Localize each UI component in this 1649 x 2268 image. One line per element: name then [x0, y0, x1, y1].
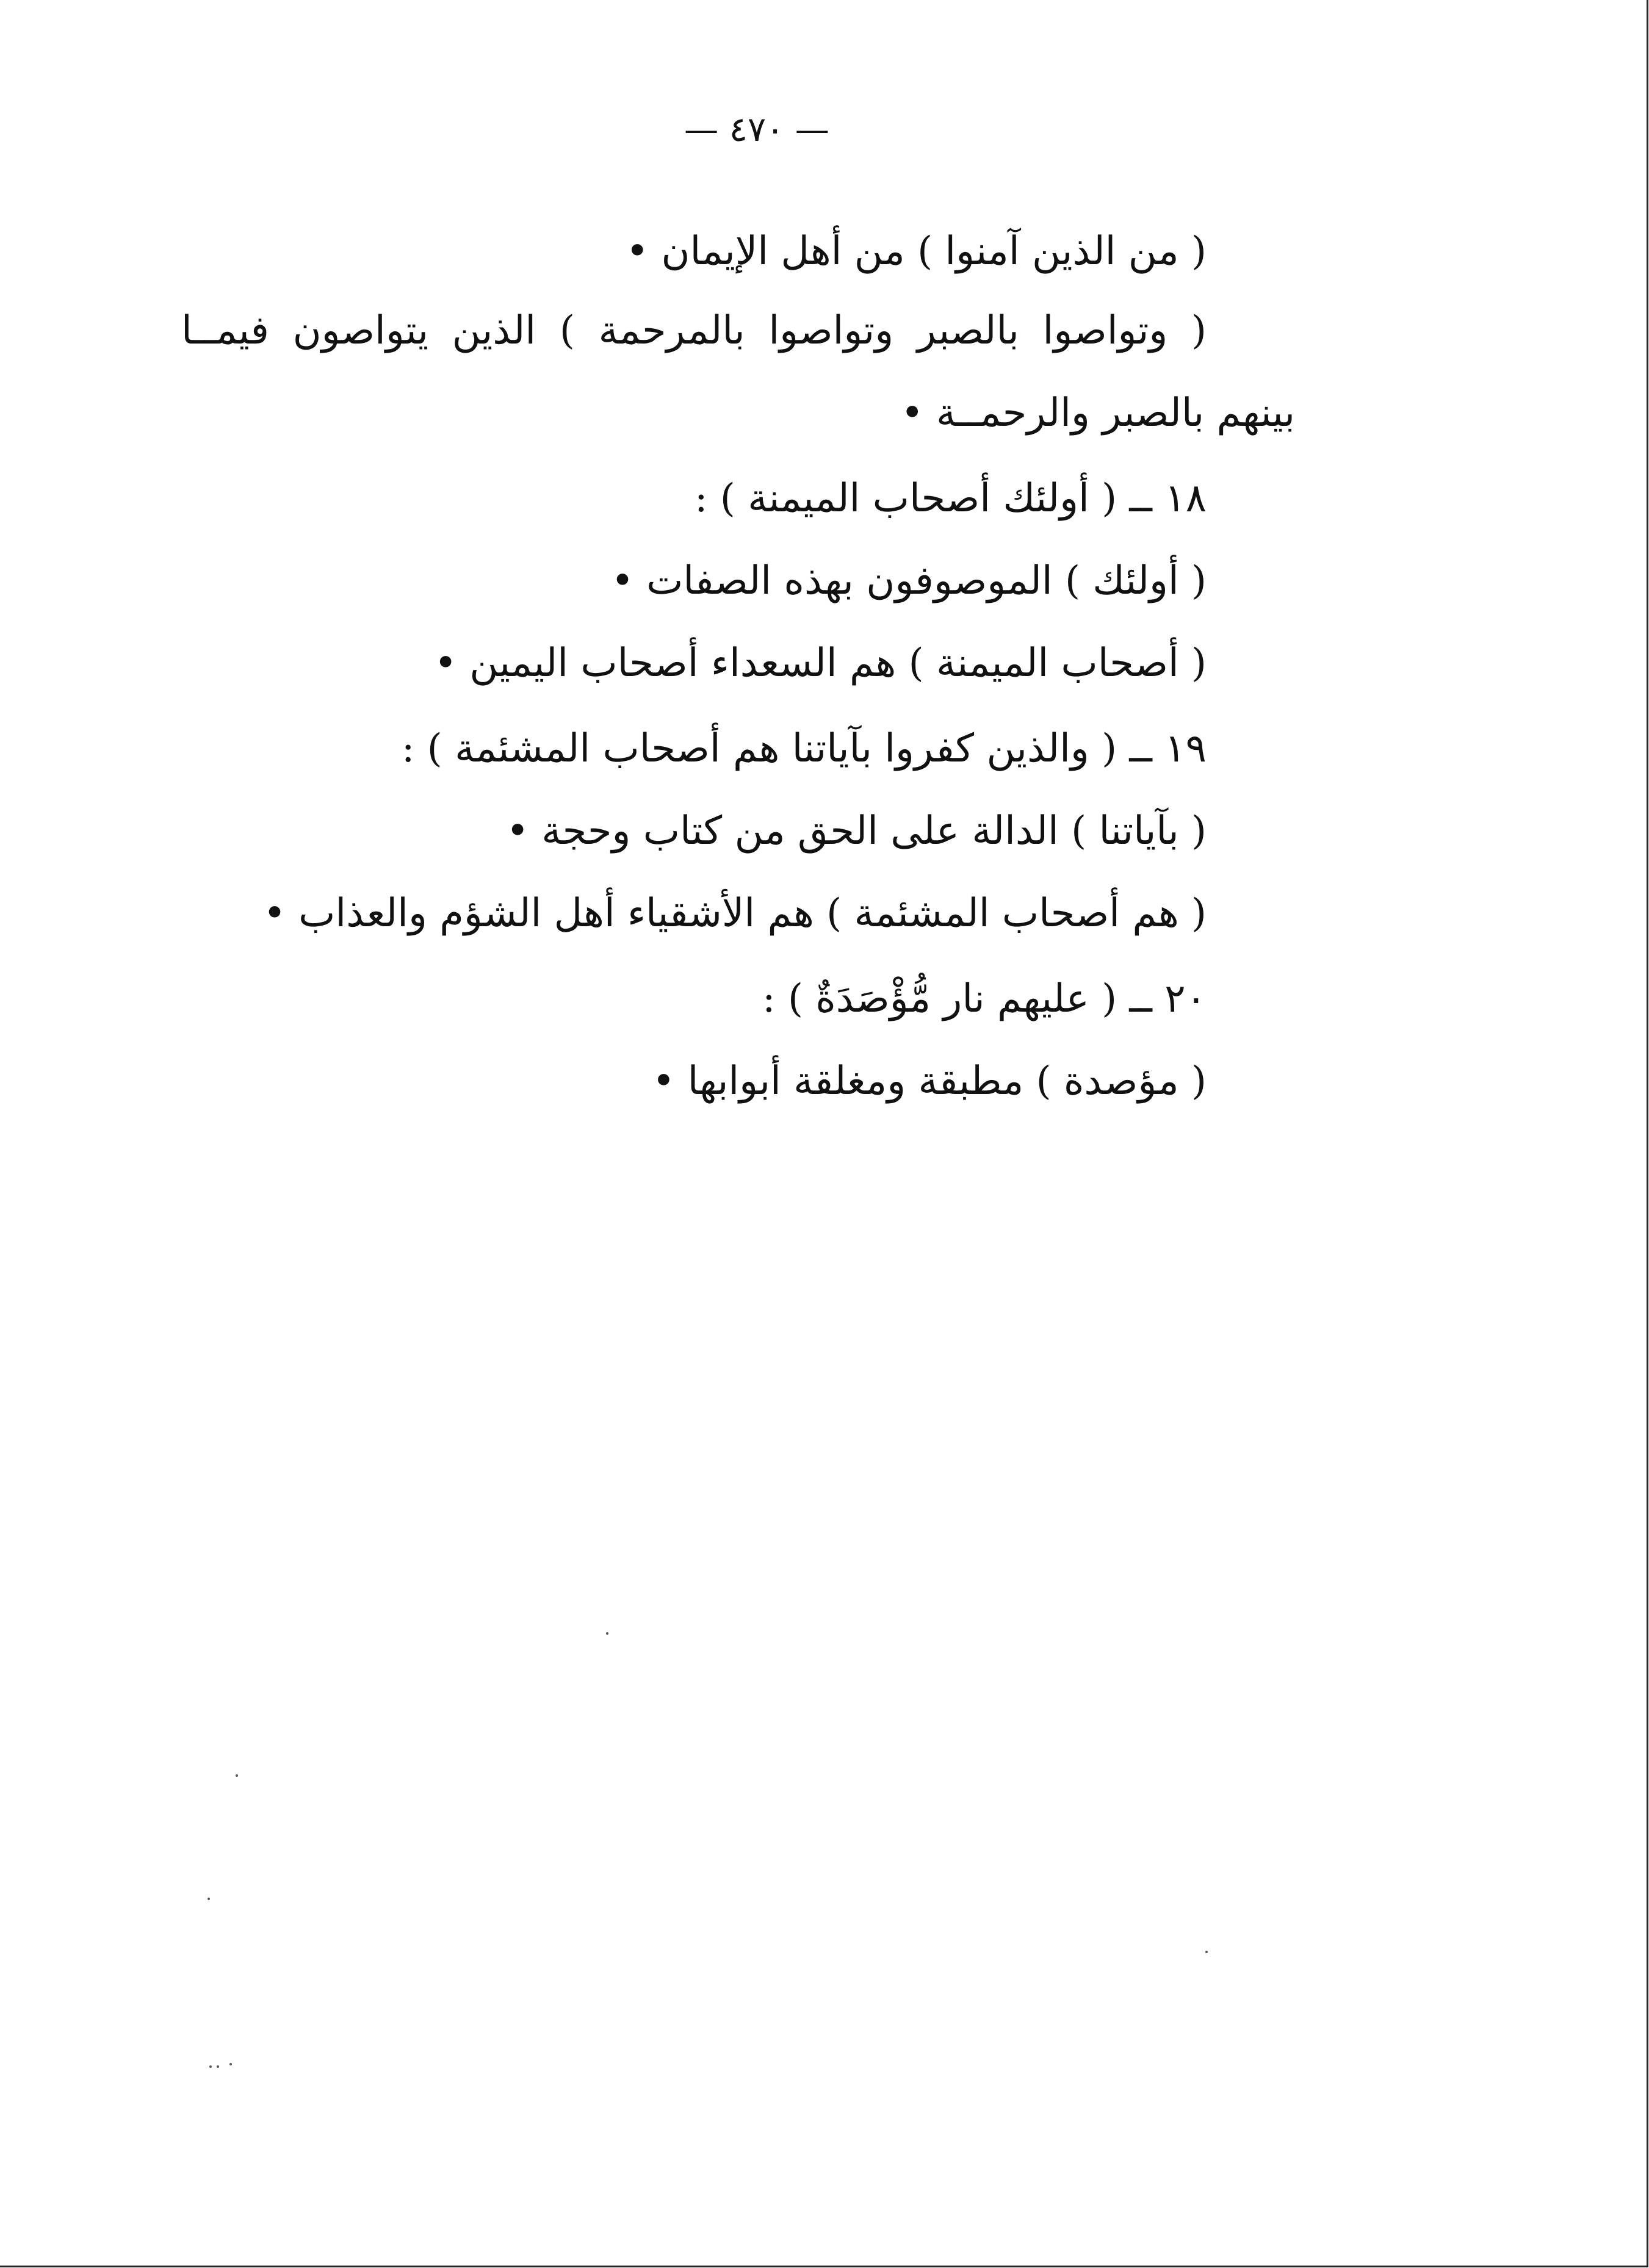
- text-line-8: ( بآياتنا ) الدالة على الحق من كتاب وحجة •: [506, 808, 1207, 854]
- page-number: — ٤٧٠ —: [684, 110, 829, 149]
- text-line-2: ( وتواصوا بالصبر وتواصوا بالمرحمة ) الذين يتواصون فيمــا: [181, 308, 1207, 353]
- text-line-10: ٢٠ ــ ( عليهم نار مُّؤْصَدَةٌ ) :: [762, 976, 1207, 1021]
- text-line-6: ( أصحاب الميمنة ) هم السعداء أصحاب اليمين •: [434, 641, 1207, 686]
- text-line-5: ( أولئك ) الموصوفون بهذه الصفات •: [611, 558, 1207, 603]
- scan-speck: [217, 2065, 219, 2068]
- scan-speck: [207, 1898, 210, 1900]
- scan-speck: [1205, 1951, 1208, 1953]
- scan-speck: [229, 2063, 232, 2065]
- text-line-9: ( هم أصحاب المشئمة ) هم الأشقياء أهل الشؤم والعذاب •: [263, 891, 1207, 936]
- text-line-7: ١٩ ــ ( والذين كفروا بآياتنا هم أصحاب المشئمة ) :: [401, 726, 1207, 771]
- scan-speck: [606, 1632, 608, 1635]
- text-line-3: بينهم بالصبر والرحمــة •: [900, 391, 1295, 436]
- scan-speck: [209, 2065, 212, 2068]
- text-line-11: ( مؤصدة ) مطبقة ومغلقة أبوابها •: [652, 1059, 1207, 1104]
- text-line-1: ( من الذين آمنوا ) من أهل الإيمان •: [626, 229, 1207, 274]
- scan-speck: [236, 1774, 238, 1777]
- text-line-4: ١٨ ــ ( أولئك أصحاب الميمنة ) :: [695, 476, 1207, 521]
